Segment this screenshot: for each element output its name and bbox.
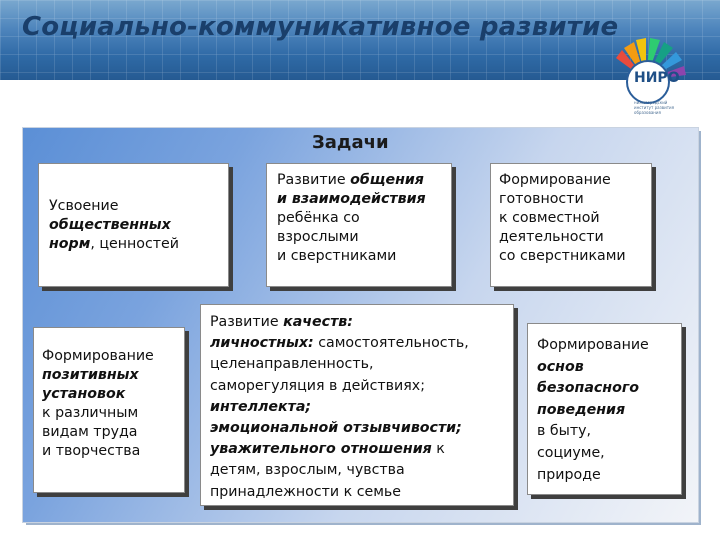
box-text: Развитие (277, 172, 351, 188)
box-line: ребёнка со (277, 210, 360, 226)
box-text: самостоятельность, (313, 335, 469, 352)
niro-logo (612, 20, 692, 115)
box-text: к (431, 441, 445, 458)
box-text-emphasis: личностных: (210, 335, 314, 352)
box-line: детям, взрослым, чувства (210, 462, 405, 479)
box-line: целенаправленность, (210, 356, 374, 373)
task-box-communication (266, 163, 452, 287)
box-line-mixed (49, 235, 222, 254)
box-line: принадлежности к семье (210, 483, 402, 500)
box-text: , ценностей (90, 236, 179, 252)
box-line-emphasis: поведения (537, 401, 626, 418)
box-line-mixed (277, 171, 447, 190)
box-line-emphasis: основ (537, 358, 584, 375)
box-line: Формирование (537, 337, 649, 353)
box-line: Формирование (499, 172, 611, 188)
task-box-joint-activity (490, 163, 652, 287)
box-line: и творчества (42, 443, 141, 459)
box-line: видам труда (42, 424, 138, 440)
box-line-emphasis: интеллекта; (210, 398, 312, 415)
box-line: саморегуляция в действиях; (210, 377, 425, 394)
box-line-mixed (210, 312, 509, 333)
box-line: взрослыми (277, 229, 359, 245)
box-line-emphasis: эмоциональной отзывчивости; (210, 420, 462, 437)
box-line: природе (537, 466, 601, 483)
box-line-mixed (210, 333, 509, 354)
box-text: Развитие (210, 314, 284, 330)
task-box-labor-attitudes (33, 327, 185, 493)
box-line-emphasis: позитивных (42, 367, 139, 383)
diagram-heading: Задачи (312, 132, 389, 153)
box-line: и сверстниками (277, 248, 397, 264)
box-line: Усвоение (49, 198, 119, 214)
logo-text: НИРО (634, 70, 680, 86)
box-line-emphasis: безопасного (537, 380, 640, 397)
box-line-emphasis: установок (42, 386, 126, 402)
box-text-emphasis: норм (49, 236, 91, 252)
task-box-safety (527, 323, 682, 495)
task-box-qualities (200, 304, 514, 506)
box-line-emphasis: и взаимодействия (277, 191, 426, 207)
box-line: деятельности (499, 229, 604, 245)
task-box-norms (38, 163, 229, 287)
box-line: к совместной (499, 210, 600, 226)
box-line: Формирование (42, 348, 154, 364)
box-text-emphasis: качеств: (283, 314, 353, 330)
box-line: со сверстниками (499, 248, 626, 264)
page-title: Социально-коммуникативное развитие (22, 12, 619, 42)
box-line: социуме, (537, 444, 605, 461)
box-line-mixed (210, 439, 509, 460)
box-text-emphasis: уважительного отношения (210, 441, 432, 458)
box-text-emphasis: общения (350, 172, 424, 188)
logo-subtitle: нижегородский институт развития образования (634, 100, 675, 115)
box-line: к различным (42, 405, 139, 421)
box-line-emphasis: общественных (49, 217, 171, 233)
box-line: в быту, (537, 423, 591, 440)
box-line: готовности (499, 191, 584, 207)
